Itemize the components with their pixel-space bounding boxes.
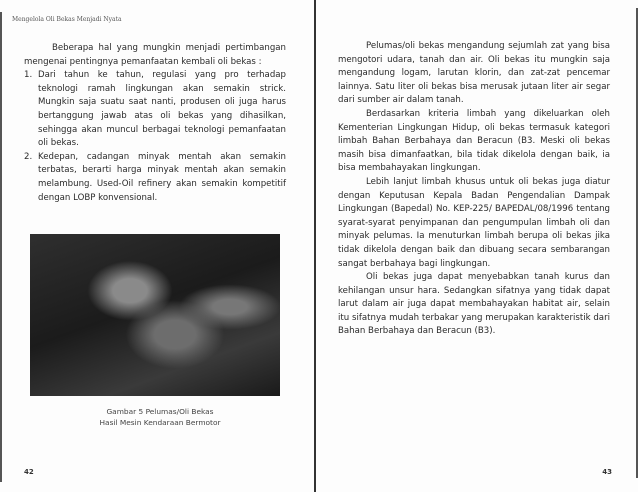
list-text: Dari tahun ke tahun, regulasi yang pro terhadap teknologi ramah lingkungan akan semakin strick. Mungkin saja suatu saat nanti, produsen oli juga harus bertanggung jawab atas oli bekas yang dihasilkan, sehingga akan muncul berbagai teknologi pemanfaatan oli bekas. [38, 70, 286, 149]
left-page [0, 0, 316, 492]
page-number: 43 [602, 468, 612, 476]
list-number: 1. [24, 70, 33, 81]
body-paragraph: Berdasarkan kriteria limbah yang dikeluarkan oleh Kementerian Lingkungan Hidup, oli bekas termasuk kategori limbah Bahan Berbahaya dan Beracun (B3. Meski oli bekas masih bisa dimanfaatkan, bila tidak dikelola dengan baik, ia bisa membahayakan lingkungan. [338, 108, 610, 174]
page-edge [0, 12, 5, 482]
reason-list [24, 69, 286, 205]
list-number: 2. [24, 151, 33, 162]
intro-paragraph: Beberapa hal yang mungkin menjadi pertimbangan mengenai pentingnya pemanfaatan kembali oli bekas : [24, 43, 286, 67]
right-page [316, 0, 638, 492]
right-body-text [338, 40, 610, 339]
body-paragraph: Pelumas/oli bekas mengandung sejumlah zat yang bisa mengotori udara, tanah dan air. Oli bekas itu mungkin saja mengandung logam, larutan klorin, dan zat-zat pencemar lainnya. Satu liter oli bekas bisa merusak jutaan liter air segar dari sumber air dalam tanah. [338, 41, 610, 106]
running-head: Mengelola Oli Bekas Menjadi Nyata [12, 16, 122, 23]
caption-line: Hasil Mesin Kendaraan Bermotor [99, 418, 221, 427]
page-edge [633, 8, 638, 478]
list-text: Kedepan, cadangan minyak mentah akan semakin terbatas, berarti harga minyak mentah akan semakin melambung. Used-Oil refinery akan semakin kompetitif dengan LOBP konvensional. [38, 151, 286, 203]
list-item [24, 151, 286, 205]
list-item [24, 69, 286, 151]
figure-caption [60, 406, 260, 428]
caption-line: Gambar 5 Pelumas/Oli Bekas [106, 407, 214, 416]
page-number: 42 [24, 468, 34, 476]
body-paragraph: Lebih lanjut limbah khusus untuk oli bekas juga diatur dengan Keputusan Kepala Badan Pengendalian Dampak Lingkungan (Bapedal) No. KEP-225/ BAPEDAL/08/1996 tentang syarat-syarat penyimpanan dan pengumpulan limbah oli dan minyak pelumas. Ia menuturkan limbah berupa oli bekas jika tidak dikelola dengan baik dan dibuang secara sembarangan sangat berbahaya bagi lingkungan. [338, 176, 610, 269]
left-body-text [24, 42, 286, 205]
used-oil-photo [30, 234, 280, 396]
body-paragraph: Oli bekas juga dapat menyebabkan tanah kurus dan kehilangan unsur hara. Sedangkan sifatnya yang tidak dapat larut dalam air juga dapat membahayakan habitat air, selain itu sifatnya mudah terbakar yang merupakan karakteristik dari Bahan Berbahaya dan Beracun (B3). [338, 272, 610, 337]
